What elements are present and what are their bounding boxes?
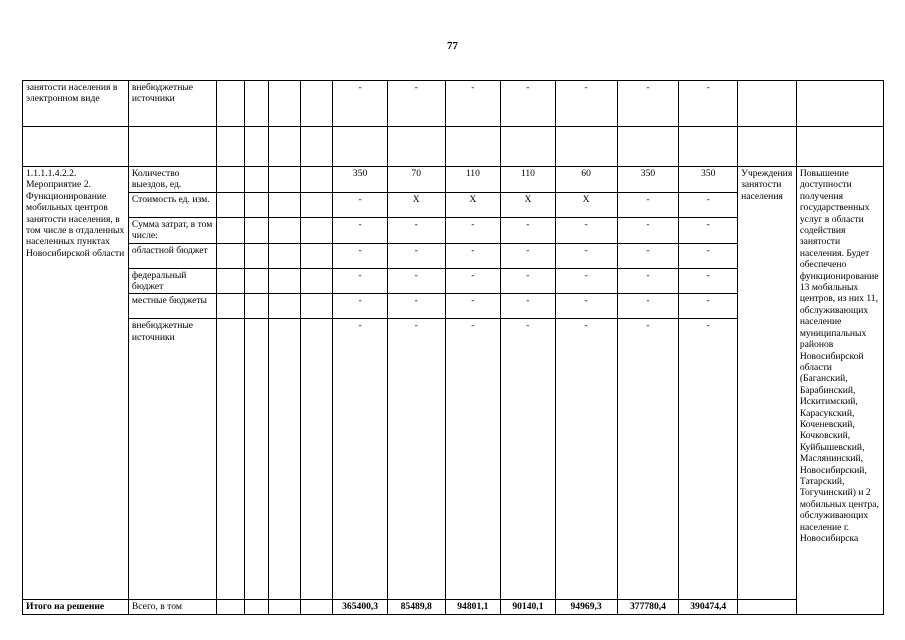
value-cell: X <box>387 192 445 217</box>
value-cell: - <box>679 319 738 600</box>
indicator-label: федеральный бюджет <box>128 268 216 294</box>
value-cell: - <box>679 81 738 127</box>
activity-name-cell: 1.1.1.1.4.2.2. Мероприятие 2. Функционирование мобильных центров занятости населения, в том числе в отдаленных населенных пунктах Новосибирской области <box>23 167 129 600</box>
executor-cell: Учреждения занятости населения <box>738 167 797 600</box>
value-cell: - <box>555 81 617 127</box>
value-cell: - <box>445 268 501 294</box>
total-value: 94969,3 <box>555 600 617 614</box>
spacer-row <box>23 127 884 167</box>
value-cell: 350 <box>617 167 679 193</box>
page-number: 77 <box>447 40 458 52</box>
row-name-cell: занятости населения в электронном виде <box>23 81 129 127</box>
total-value: 377780,4 <box>617 600 679 614</box>
value-cell: - <box>333 319 388 600</box>
value-cell: - <box>501 268 556 294</box>
value-cell: - <box>501 243 556 268</box>
value-cell: - <box>617 217 679 243</box>
value-cell: - <box>333 294 388 319</box>
total-value: 90140,1 <box>501 600 556 614</box>
value-cell: - <box>333 268 388 294</box>
total-value: 85489,8 <box>387 600 445 614</box>
value-cell: - <box>445 243 501 268</box>
value-cell: - <box>501 81 556 127</box>
source-cell: внебюджетные источники <box>128 81 216 127</box>
value-cell: - <box>617 294 679 319</box>
table-row <box>23 167 884 193</box>
value-cell: X <box>445 192 501 217</box>
value-cell: - <box>445 294 501 319</box>
indicator-label: внебюджетные источники <box>128 319 216 600</box>
value-cell: - <box>679 294 738 319</box>
value-cell: - <box>679 192 738 217</box>
indicator-label: Стоимость ед. изм. <box>128 192 216 217</box>
indicator-label: Сумма затрат, в том числе: <box>128 217 216 243</box>
value-cell: 110 <box>501 167 556 193</box>
value-cell: - <box>501 319 556 600</box>
value-cell: - <box>445 81 501 127</box>
value-cell: - <box>555 294 617 319</box>
total-value: 94801,1 <box>445 600 501 614</box>
indicator-label: местные бюджеты <box>128 294 216 319</box>
value-cell: - <box>501 217 556 243</box>
table-row <box>23 81 884 127</box>
value-cell: - <box>555 268 617 294</box>
value-cell: - <box>617 268 679 294</box>
indicator-label: Количество выездов, ед. <box>128 167 216 193</box>
value-cell: - <box>617 319 679 600</box>
value-cell: - <box>445 319 501 600</box>
value-cell: - <box>387 243 445 268</box>
total-source: Всего, в том <box>128 600 216 614</box>
value-cell: - <box>387 217 445 243</box>
value-cell: - <box>555 319 617 600</box>
value-cell: - <box>333 81 388 127</box>
value-cell: - <box>617 81 679 127</box>
value-cell: - <box>387 319 445 600</box>
value-cell: - <box>387 81 445 127</box>
value-cell: 350 <box>679 167 738 193</box>
value-cell: - <box>679 243 738 268</box>
indicator-label: областной бюджет <box>128 243 216 268</box>
value-cell: - <box>333 217 388 243</box>
value-cell: 70 <box>387 167 445 193</box>
value-cell: - <box>555 243 617 268</box>
value-cell: 350 <box>333 167 388 193</box>
value-cell: - <box>387 294 445 319</box>
value-cell: - <box>501 294 556 319</box>
value-cell: - <box>617 192 679 217</box>
value-cell: - <box>333 243 388 268</box>
value-cell: - <box>333 192 388 217</box>
value-cell: 60 <box>555 167 617 193</box>
value-cell: - <box>555 217 617 243</box>
value-cell: X <box>555 192 617 217</box>
total-row <box>23 600 884 614</box>
result-cell: Повышение доступности получения государственных услуг в области содействия занятости населения. Будет обеспечено функционирование 13 мобильных центров, из них 11, обслуживающих население муниципальных районов Новосибирской области (Баганский, Барабинский, Искитимский, Карасукский, Коченевский, Кочковский, Куйбышевский, Маслянинский, Новосибирский, Татарский, Тогучинский) и 2 мобильных центра, обслуживающих население г. Новосибирска <box>796 167 883 615</box>
value-cell: - <box>387 268 445 294</box>
value-cell: - <box>617 243 679 268</box>
value-cell: - <box>679 217 738 243</box>
total-label: Итого на решение <box>23 600 129 614</box>
program-table <box>22 80 884 615</box>
value-cell: - <box>445 217 501 243</box>
value-cell: 110 <box>445 167 501 193</box>
value-cell: - <box>679 268 738 294</box>
value-cell: X <box>501 192 556 217</box>
total-value: 365400,3 <box>333 600 388 614</box>
total-value: 390474,4 <box>679 600 738 614</box>
